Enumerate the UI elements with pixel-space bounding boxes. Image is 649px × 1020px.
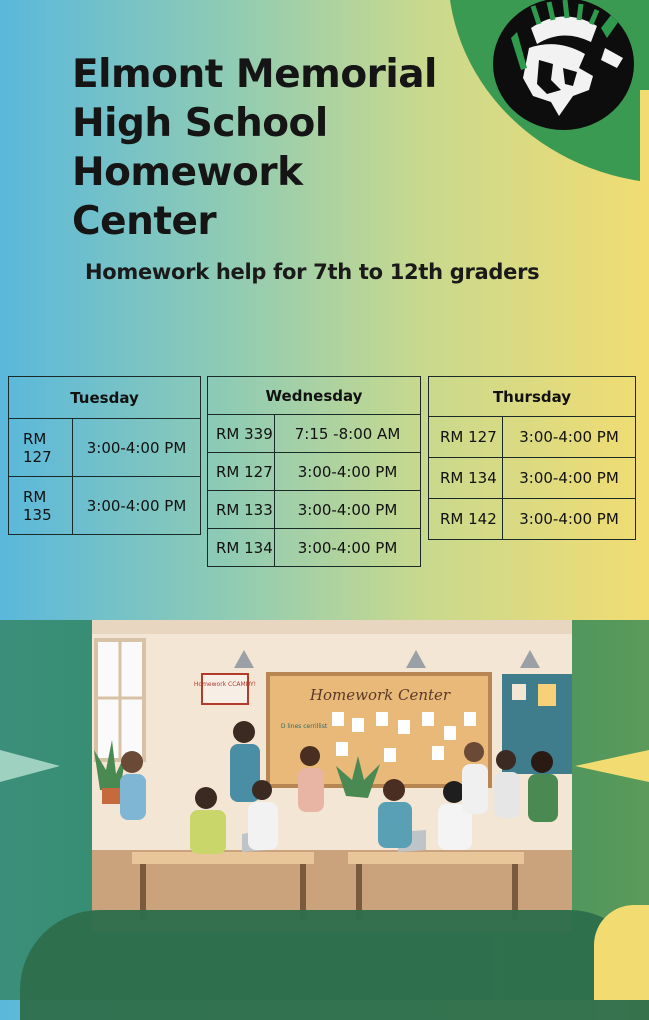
board-title: Homework Center xyxy=(309,686,451,704)
bottom-dark-arc xyxy=(20,910,649,1020)
thursday-header: Thursday xyxy=(429,377,636,417)
school-logo xyxy=(493,0,634,130)
classroom-illustration-art xyxy=(92,620,572,932)
room-cell: RM 134 xyxy=(208,529,275,567)
room-cell: RM 339 xyxy=(208,415,275,453)
title-line-4: Center xyxy=(72,199,217,244)
table-row xyxy=(208,529,421,567)
title-line-3: Homework xyxy=(72,150,303,195)
room-cell: RM 127 xyxy=(208,453,275,491)
table-row xyxy=(9,477,201,535)
table-row xyxy=(429,417,636,458)
right-spike-shape xyxy=(575,750,649,782)
sign-text: Homework CCAMDY! xyxy=(193,681,257,688)
tuesday-schedule-table xyxy=(8,376,201,535)
page-subtitle: Homework help for 7th to 12th graders xyxy=(85,260,540,284)
page-title xyxy=(72,50,437,246)
time-cell: 3:00-4:00 PM xyxy=(73,419,201,477)
room-cell: RM 133 xyxy=(208,491,275,529)
table-row xyxy=(429,458,636,499)
title-line-1: Elmont Memorial xyxy=(72,52,437,97)
room-cell: RM 135 xyxy=(9,477,73,535)
table-row xyxy=(429,499,636,540)
room-cell: RM 134 xyxy=(429,458,503,499)
time-cell: 3:00-4:00 PM xyxy=(275,529,421,567)
time-cell: 3:00-4:00 PM xyxy=(503,417,636,458)
time-cell: 3:00-4:00 PM xyxy=(503,458,636,499)
room-cell: RM 127 xyxy=(429,417,503,458)
bottom-yellow-shape xyxy=(594,905,649,1000)
thursday-schedule-table xyxy=(428,376,636,540)
classroom-illustration xyxy=(92,620,572,932)
spartan-helmet-icon xyxy=(493,0,634,130)
time-cell: 3:00-4:00 PM xyxy=(503,499,636,540)
title-line-2: High School xyxy=(72,101,328,146)
room-cell: RM 142 xyxy=(429,499,503,540)
table-row xyxy=(208,491,421,529)
table-row xyxy=(208,415,421,453)
time-cell: 3:00-4:00 PM xyxy=(275,453,421,491)
time-cell: 7:15 -8:00 AM xyxy=(275,415,421,453)
wednesday-header: Wednesday xyxy=(208,377,421,415)
wednesday-schedule-table xyxy=(207,376,421,567)
room-cell: RM 127 xyxy=(9,419,73,477)
left-spike-shape xyxy=(0,750,60,782)
tuesday-header: Tuesday xyxy=(9,377,201,419)
board-note: D lines cerrillist xyxy=(280,723,328,730)
table-row xyxy=(208,453,421,491)
table-row xyxy=(9,419,201,477)
corner-yellow-shape xyxy=(640,90,649,190)
time-cell: 3:00-4:00 PM xyxy=(73,477,201,535)
time-cell: 3:00-4:00 PM xyxy=(275,491,421,529)
